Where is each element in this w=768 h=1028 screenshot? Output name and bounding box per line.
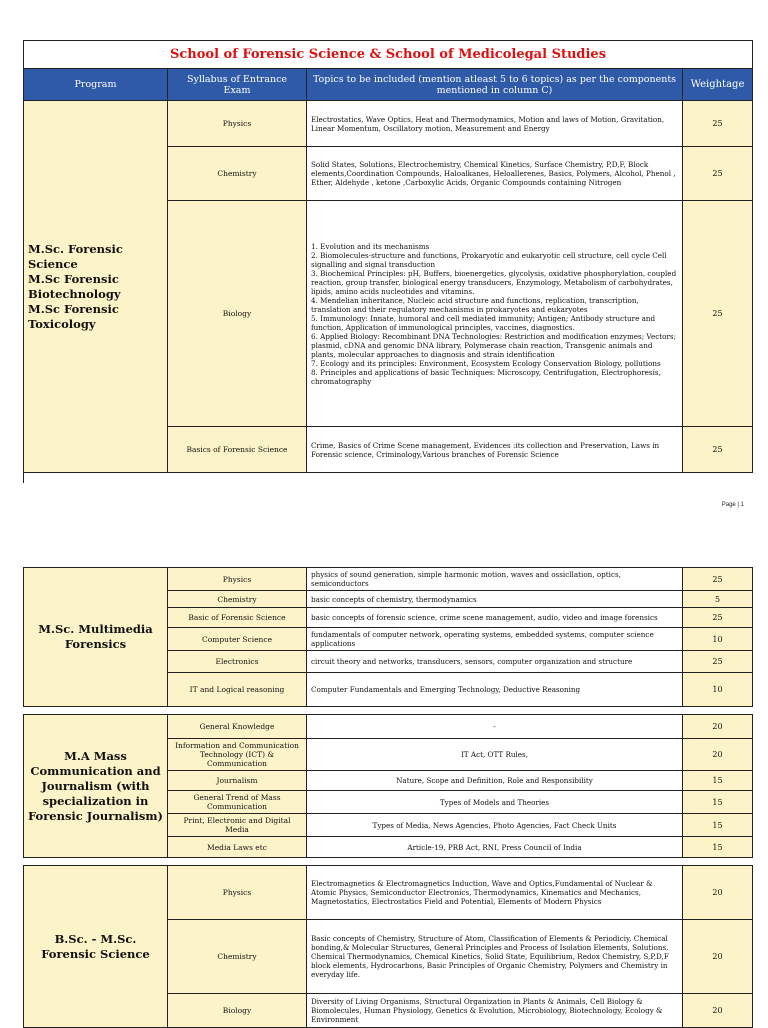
subject-cell: General Knowledge xyxy=(168,715,307,739)
weight-cell: 15 xyxy=(683,771,753,791)
subject-cell: Physics xyxy=(168,101,307,147)
topics-cell: physics of sound generation, simple harmonic motion, waves and ossicllation, optics, semiconductors xyxy=(307,568,683,591)
subject-cell: Electronics xyxy=(168,651,307,673)
header-program: Program xyxy=(24,69,168,101)
topics-cell: basic concepts of forensic science, crime scene management, audio, video and image forensics xyxy=(307,608,683,628)
weight-cell: 25 xyxy=(683,608,753,628)
weight-cell: 25 xyxy=(683,101,753,147)
header-syllabus: Syllabus of Entrance Exam xyxy=(168,69,307,101)
topics-cell: Crime, Basics of Crime Scene management, Evidences :its collection and Preservation, Laws in Forensic science, Criminology,Various branches of Forensic Science xyxy=(307,427,683,473)
table-row xyxy=(24,715,753,739)
weight-cell: 20 xyxy=(683,994,753,1028)
table-row xyxy=(24,101,753,147)
topics-cell: Article-19, PRB Act, RNI, Press Council of India xyxy=(307,837,683,858)
weight-cell: 10 xyxy=(683,628,753,651)
program-name: B.Sc. - M.Sc. Forensic Science xyxy=(24,866,168,1028)
page-number: Page | 1 xyxy=(721,502,744,508)
subject-cell: Journalism xyxy=(168,771,307,791)
page-title: School of Forensic Science & School of Medicolegal Studies xyxy=(24,41,753,69)
subject-cell: IT and Logical reasoning xyxy=(168,673,307,707)
weight-cell: 20 xyxy=(683,920,753,994)
table-row xyxy=(24,568,753,591)
topics-cell: Types of Media, News Agencies, Photo Agencies, Fact Check Units xyxy=(307,814,683,837)
syllabus-table-page2 xyxy=(23,567,753,1028)
subject-cell: General Trend of Mass Communication xyxy=(168,791,307,814)
program-name: M.Sc. Forensic Science M.Sc Forensic Biotechnology M.Sc Forensic Toxicology xyxy=(24,101,168,473)
subject-cell: Physics xyxy=(168,568,307,591)
subject-cell: Chemistry xyxy=(168,591,307,608)
topics-cell: circuit theory and networks, transducers, sensors, computer organization and structure xyxy=(307,651,683,673)
subject-cell: Computer Science xyxy=(168,628,307,651)
topics-cell: Solid States, Solutions, Electrochemistry, Chemical Kinetics, Surface Chemistry, P,D,F, Block elements,Coordination Compounds, Haloalkanes, Heloallerenes, Basics, Polymers, Alcohol, Phenol , Ether, Aldehyde , ketone ,Carboxylic Acids, Organic Compounds containing Nitrogen xyxy=(307,147,683,201)
subject-cell: Biology xyxy=(168,994,307,1028)
subject-cell: Chemistry xyxy=(168,920,307,994)
page-edge-line xyxy=(23,473,24,483)
weight-cell: 15 xyxy=(683,791,753,814)
weight-cell: 25 xyxy=(683,201,753,427)
topics-cell: - xyxy=(307,715,683,739)
topics-cell: Basic concepts of Chemistry, Structure of Atom, Classification of Elements & Periodiciy, Chemical bonding,& Molecular Structures, General Principles and Process of Isolation Elements, Solutions, Chemical Thermodynamics, Chemical Kinetics, Solid State, Equilibrium, Redox Chemistry, S,P,D,F block elements, Hydrocarbons, Basic Principles of Organic Chemistry, Polymers and Chemistry in everyday life. xyxy=(307,920,683,994)
topics-cell: fundamentals of computer network, operating systems, embedded systems, computer science applications xyxy=(307,628,683,651)
subject-cell: Information and Communication Technology (ICT) & Communication xyxy=(168,739,307,771)
topics-cell: basic concepts of chemistry, thermodynamics xyxy=(307,591,683,608)
table-row xyxy=(24,866,753,920)
topics-cell: Electrostatics, Wave Optics, Heat and Thermodynamics, Motion and laws of Motion, Gravitation, Linear Momentum, Oscillatory motion, Measurement and Energy xyxy=(307,101,683,147)
subject-cell: Chemistry xyxy=(168,147,307,201)
weight-cell: 25 xyxy=(683,427,753,473)
header-topics: Topics to be included (mention atleast 5 to 6 topics) as per the components mentioned in column C) xyxy=(307,69,683,101)
weight-cell: 25 xyxy=(683,568,753,591)
weight-cell: 20 xyxy=(683,739,753,771)
subject-cell: Basics of Forensic Science xyxy=(168,427,307,473)
subject-cell: Biology xyxy=(168,201,307,427)
program-name: M.Sc. Multimedia Forensics xyxy=(24,568,168,707)
section-gap xyxy=(24,858,753,866)
weight-cell: 15 xyxy=(683,814,753,837)
topics-cell: Diversity of Living Organisms, Structural Organization in Plants & Animals, Cell Biology & Biomolecules, Human Physiology, Genetics & Evolution, Microbiology, Biotechnology, Ecology & Environment xyxy=(307,994,683,1028)
weight-cell: 20 xyxy=(683,866,753,920)
weight-cell: 5 xyxy=(683,591,753,608)
weight-cell: 20 xyxy=(683,715,753,739)
topics-cell: Nature, Scope and Definition, Role and Responsibility xyxy=(307,771,683,791)
weight-cell: 10 xyxy=(683,673,753,707)
topics-cell: Types of Models and Theories xyxy=(307,791,683,814)
section-gap xyxy=(24,707,753,715)
subject-cell: Basic of Forensic Science xyxy=(168,608,307,628)
topics-cell: IT Act, OTT Rules, xyxy=(307,739,683,771)
topics-cell: 1. Evolution and its mechanisms 2. Biomolecules-structure and functions, Prokaryotic and eukaryotic cell structure, cell cycle Cell signalling and signal transduction 3. Biochemical Principles: pH, Buffers, bioenergetics, glycolysis, oxidative phosphorylation, coupled reaction, group transfer, biological energy transducers, Enzymology, Metabolism of carbohydrates, lipids, amino acids nucleotides and vitamins. 4. Mendelian inheritance, Nucleic acid structure and functions, replication, transcription, translation and their regulatory mechanisms in prokaryotes and eukaryotes 5. Immunology: Innate, humoral and cell mediated immunity; Antigen; Antibody structure and function, Application of immunological principles, vaccines, diagnostics. 6. Applied Biology: Recombinant DNA Technologies: Restriction and modification enzymes; Vectors; plasmid, cDNA and genomic DNA library, Polymerase chain reaction, Transgenic animals and plants, molecular approaches to diagnosis and strain identification 7. Ecology and its principles: Environment, Ecosystem Ecology Conservation Biology, pollutions 8. Principles and applications of basic Techniques: Microscopy, Centrifugation, Electrophoresis, chromatography xyxy=(307,201,683,427)
topics-cell: Electromagnetics & Electromagnetics Induction, Wave and Optics,Fundamental of Nuclear & Atomic Physics, Semiconductor Electronics, Thermodynamics, Kinematics and Mechanics, Magnetostatics, Electrostatics Field and Potential, Elements of Modern Physics xyxy=(307,866,683,920)
topics-cell: Computer Fundamentals and Emerging Technology, Deductive Reasoning xyxy=(307,673,683,707)
program-name: M.A Mass Communication and Journalism (with specialization in Forensic Journalism) xyxy=(24,715,168,858)
header-weightage: Weightage xyxy=(683,69,753,101)
subject-cell: Media Laws etc xyxy=(168,837,307,858)
syllabus-table-page1 xyxy=(23,40,753,473)
subject-cell: Physics xyxy=(168,866,307,920)
weight-cell: 25 xyxy=(683,651,753,673)
weight-cell: 15 xyxy=(683,837,753,858)
subject-cell: Print, Electronic and Digital Media xyxy=(168,814,307,837)
weight-cell: 25 xyxy=(683,147,753,201)
